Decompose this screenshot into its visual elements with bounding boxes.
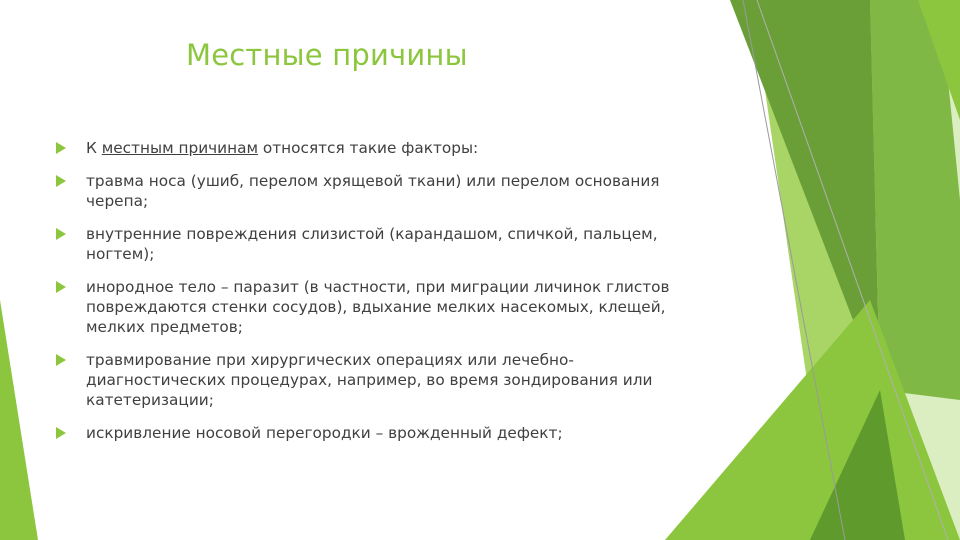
bullet-list <box>56 138 696 443</box>
left-corner-triangle <box>0 300 38 540</box>
list-item <box>56 423 696 443</box>
bullet-arrow-icon <box>56 281 66 293</box>
bullet-arrow-icon <box>56 142 66 154</box>
bullet-text-suffix: относятся такие факторы: <box>258 139 479 157</box>
list-item <box>56 277 696 337</box>
bullet-text: искривление носовой перегородки – врожденный дефект; <box>86 424 563 442</box>
bullet-arrow-icon <box>56 427 66 439</box>
bullet-arrow-icon <box>56 228 66 240</box>
list-item <box>56 350 696 410</box>
bullet-arrow-icon <box>56 354 66 366</box>
list-item <box>56 138 696 158</box>
slide-title: Местные причины <box>186 38 468 72</box>
bullet-arrow-icon <box>56 175 66 187</box>
bullet-text-underlined: местным причинам <box>101 139 259 157</box>
list-item <box>56 224 696 264</box>
bullet-text: инородное тело – паразит (в частности, при миграции личинок глистов повреждаются стенки сосудов), вдыхание мелких насекомых, клещей, мелких предметов; <box>86 278 670 336</box>
list-item <box>56 171 696 211</box>
bullet-text-prefix: К <box>86 139 102 157</box>
bullet-text: травма носа (ушиб, перелом хрящевой ткани) или перелом основания черепа; <box>86 172 660 210</box>
bullet-text: внутренние повреждения слизистой (карандашом, спичкой, пальцем, ногтем); <box>86 225 658 263</box>
bullet-text: травмирование при хирургических операциях или лечебно-диагностических процедурах, например, во время зондирования или катетеризации; <box>86 351 653 409</box>
